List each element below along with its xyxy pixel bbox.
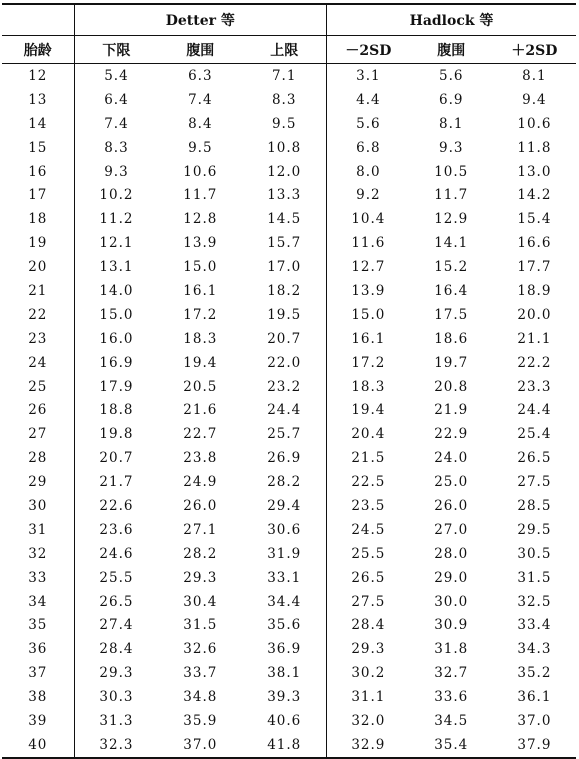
cell-hadlock-plus2sd: 37.0 (517, 712, 552, 729)
col-header-detter-upper: 上限 (242, 36, 326, 64)
cell-hadlock-plus2sd: 27.5 (517, 474, 552, 491)
cell-hadlock-ac: 12.9 (434, 211, 469, 228)
cell-gestational-age: 29 (2, 470, 74, 494)
table-row (2, 470, 576, 494)
cell-detter-upper: 41.8 (242, 733, 326, 758)
cell-hadlock-plus2sd: 36.1 (517, 689, 552, 706)
cell-detter-ac: 29.3 (183, 569, 218, 586)
cell-detter-lower: 14.0 (99, 282, 134, 299)
table-row (2, 279, 576, 303)
cell-hadlock-plus2sd: 25.4 (517, 426, 552, 443)
cell-hadlock-plus2sd: 9.4 (522, 91, 547, 108)
cell-detter-lower: 28.4 (99, 641, 134, 658)
cell-gestational-age: 20 (2, 255, 74, 279)
cell-detter-lower: 11.2 (99, 211, 134, 228)
cell-hadlock-minus2sd: 22.5 (351, 474, 386, 491)
cell-detter-ac: 23.8 (183, 450, 218, 467)
cell-detter-lower: 27.4 (99, 617, 134, 634)
cell-hadlock-plus2sd: 29.5 (517, 521, 552, 538)
cell-hadlock-ac: 32.7 (434, 665, 469, 682)
cell-detter-upper: 22.0 (242, 351, 326, 375)
cell-gestational-age: 34 (2, 590, 74, 614)
cell-detter-upper: 23.2 (242, 375, 326, 399)
col-header-hadlock-minus2sd: －2SD (327, 36, 410, 64)
table-row (2, 733, 576, 758)
cell-detter-ac: 12.8 (183, 211, 218, 228)
cell-gestational-age: 13 (2, 88, 74, 112)
cell-detter-upper: 34.4 (242, 590, 326, 614)
cell-gestational-age: 37 (2, 661, 74, 685)
cell-detter-upper: 18.2 (242, 279, 326, 303)
cell-hadlock-minus2sd: 12.7 (351, 259, 386, 276)
table-row (2, 303, 576, 327)
cell-gestational-age: 21 (2, 279, 74, 303)
cell-gestational-age: 18 (2, 207, 74, 231)
cell-hadlock-ac: 31.8 (434, 641, 469, 658)
cell-hadlock-plus2sd: 20.0 (517, 306, 552, 323)
cell-detter-lower: 26.5 (99, 593, 134, 610)
table-body (2, 64, 576, 758)
cell-hadlock-plus2sd: 11.8 (517, 139, 552, 156)
cell-detter-lower: 17.9 (99, 378, 134, 395)
table-row (2, 613, 576, 637)
cell-detter-ac: 10.6 (183, 163, 218, 180)
cell-detter-ac: 13.9 (183, 235, 218, 252)
cell-gestational-age: 31 (2, 518, 74, 542)
cell-detter-lower: 9.3 (104, 163, 129, 180)
cell-gestational-age: 12 (2, 64, 74, 88)
cell-hadlock-minus2sd: 24.5 (351, 521, 386, 538)
cell-detter-upper: 8.3 (242, 88, 326, 112)
cell-hadlock-minus2sd: 23.5 (351, 497, 386, 514)
cell-hadlock-plus2sd: 15.4 (517, 211, 552, 228)
cell-detter-lower: 6.4 (104, 91, 129, 108)
cell-detter-lower: 16.0 (99, 330, 134, 347)
cell-gestational-age: 35 (2, 613, 74, 637)
table-row (2, 112, 576, 136)
cell-hadlock-minus2sd: 26.5 (351, 569, 386, 586)
cell-detter-lower: 19.8 (99, 426, 134, 443)
cell-detter-upper: 29.4 (242, 494, 326, 518)
table-row (2, 375, 576, 399)
cell-hadlock-ac: 9.3 (438, 139, 464, 156)
cell-detter-ac: 37.0 (158, 733, 242, 758)
cell-hadlock-ac: 5.6 (438, 67, 464, 84)
cell-hadlock-ac: 11.7 (434, 187, 469, 204)
cell-detter-upper: 35.6 (242, 613, 326, 637)
table-row (2, 64, 576, 88)
cell-hadlock-minus2sd: 8.0 (356, 163, 381, 180)
cell-gestational-age: 27 (2, 422, 74, 446)
cell-gestational-age: 32 (2, 542, 74, 566)
cell-detter-lower: 22.6 (99, 497, 134, 514)
cell-hadlock-ac: 35.4 (410, 733, 493, 758)
cell-hadlock-minus2sd: 32.0 (351, 712, 386, 729)
cell-hadlock-ac: 30.0 (434, 593, 469, 610)
cell-detter-ac: 11.7 (183, 187, 218, 204)
cell-detter-upper: 9.5 (242, 112, 326, 136)
cell-hadlock-ac: 25.0 (434, 474, 469, 491)
cell-detter-ac: 27.1 (183, 521, 218, 538)
cell-hadlock-ac: 14.1 (434, 235, 469, 252)
col-header-detter-ac: 腹围 (158, 36, 242, 64)
cell-hadlock-plus2sd: 8.1 (522, 67, 547, 84)
cell-hadlock-ac: 29.0 (434, 569, 469, 586)
cell-hadlock-minus2sd: 19.4 (351, 402, 386, 419)
cell-detter-ac: 17.2 (183, 306, 218, 323)
group-header-detter: Detter 等 (74, 4, 326, 36)
cell-detter-ac: 21.6 (183, 402, 218, 419)
cell-detter-lower: 29.3 (99, 665, 134, 682)
cell-detter-lower: 32.3 (74, 733, 158, 758)
abdominal-circumference-table (2, 3, 576, 759)
table-row (2, 566, 576, 590)
column-header-row (2, 36, 576, 64)
cell-detter-ac: 28.2 (183, 545, 218, 562)
cell-hadlock-ac: 24.0 (434, 450, 469, 467)
cell-hadlock-ac: 27.0 (434, 521, 469, 538)
cell-hadlock-ac: 16.4 (434, 282, 469, 299)
cell-detter-upper: 30.6 (242, 518, 326, 542)
cell-detter-upper: 25.7 (242, 422, 326, 446)
cell-hadlock-minus2sd: 4.4 (356, 91, 381, 108)
cell-detter-lower: 12.1 (99, 235, 134, 252)
cell-hadlock-minus2sd: 30.2 (351, 665, 386, 682)
cell-detter-ac: 20.5 (183, 378, 218, 395)
cell-detter-lower: 31.3 (99, 712, 134, 729)
table-row (2, 518, 576, 542)
cell-detter-ac: 16.1 (183, 282, 218, 299)
cell-detter-upper: 20.7 (242, 327, 326, 351)
cell-detter-ac: 34.8 (183, 689, 218, 706)
cell-detter-ac: 8.4 (188, 115, 213, 132)
col-header-detter-lower: 下限 (74, 36, 158, 64)
cell-gestational-age: 38 (2, 685, 74, 709)
cell-hadlock-minus2sd: 18.3 (351, 378, 386, 395)
cell-gestational-age: 39 (2, 709, 74, 733)
cell-detter-upper: 12.0 (242, 160, 326, 184)
table-row (2, 398, 576, 422)
group-header-hadlock: Hadlock 等 (327, 4, 576, 36)
cell-hadlock-minus2sd: 15.0 (351, 306, 386, 323)
cell-hadlock-minus2sd: 11.6 (351, 235, 386, 252)
table-row (2, 661, 576, 685)
cell-detter-lower: 18.8 (99, 402, 134, 419)
cell-hadlock-ac: 19.7 (434, 354, 469, 371)
cell-detter-ac: 33.7 (183, 665, 218, 682)
cell-hadlock-ac: 34.5 (434, 712, 469, 729)
cell-hadlock-ac: 6.9 (438, 91, 464, 108)
cell-hadlock-plus2sd: 33.4 (517, 617, 552, 634)
table-row (2, 183, 576, 207)
cell-detter-upper: 38.1 (242, 661, 326, 685)
cell-hadlock-ac: 17.5 (434, 306, 469, 323)
cell-hadlock-plus2sd: 34.3 (517, 641, 552, 658)
cell-gestational-age: 26 (2, 398, 74, 422)
cell-detter-lower: 10.2 (99, 187, 134, 204)
cell-detter-ac: 35.9 (183, 712, 218, 729)
cell-gestational-age: 17 (2, 183, 74, 207)
cell-detter-ac: 15.0 (183, 259, 218, 276)
cell-hadlock-minus2sd: 16.1 (351, 330, 386, 347)
table-row (2, 542, 576, 566)
cell-hadlock-minus2sd: 13.9 (351, 282, 386, 299)
cell-hadlock-plus2sd: 13.0 (517, 163, 552, 180)
cell-detter-upper: 7.1 (242, 64, 326, 88)
cell-gestational-age: 24 (2, 351, 74, 375)
cell-detter-upper: 39.3 (242, 685, 326, 709)
table-row (2, 446, 576, 470)
table-row (2, 422, 576, 446)
cell-hadlock-plus2sd: 32.5 (517, 593, 552, 610)
cell-hadlock-plus2sd: 10.6 (517, 115, 552, 132)
table-row (2, 231, 576, 255)
cell-detter-lower: 25.5 (99, 569, 134, 586)
cell-hadlock-minus2sd: 3.1 (356, 67, 381, 84)
table-row (2, 351, 576, 375)
cell-hadlock-minus2sd: 25.5 (351, 545, 386, 562)
cell-hadlock-minus2sd: 10.4 (351, 211, 386, 228)
cell-detter-lower: 15.0 (99, 306, 134, 323)
cell-hadlock-ac: 20.8 (434, 378, 469, 395)
cell-detter-upper: 13.3 (242, 183, 326, 207)
cell-gestational-age: 28 (2, 446, 74, 470)
table-row (2, 255, 576, 279)
cell-detter-ac: 9.5 (188, 139, 213, 156)
cell-detter-lower: 16.9 (99, 354, 134, 371)
cell-detter-ac: 22.7 (183, 426, 218, 443)
cell-detter-lower: 24.6 (99, 545, 134, 562)
cell-detter-upper: 31.9 (242, 542, 326, 566)
cell-detter-lower: 23.6 (99, 521, 134, 538)
cell-hadlock-plus2sd: 21.1 (517, 330, 552, 347)
table-row (2, 160, 576, 184)
cell-detter-ac: 6.3 (188, 67, 213, 84)
cell-detter-lower: 7.4 (104, 115, 129, 132)
table-row (2, 136, 576, 160)
cell-hadlock-ac: 22.9 (434, 426, 469, 443)
cell-hadlock-plus2sd: 16.6 (517, 235, 552, 252)
table-row (2, 685, 576, 709)
cell-detter-upper: 17.0 (242, 255, 326, 279)
cell-detter-lower: 21.7 (99, 474, 134, 491)
cell-detter-ac: 18.3 (183, 330, 218, 347)
cell-hadlock-minus2sd: 9.2 (356, 187, 381, 204)
table-row (2, 637, 576, 661)
cell-detter-ac: 7.4 (188, 91, 213, 108)
cell-gestational-age: 25 (2, 375, 74, 399)
cell-gestational-age: 19 (2, 231, 74, 255)
cell-detter-upper: 26.9 (242, 446, 326, 470)
cell-hadlock-ac: 26.0 (434, 497, 469, 514)
cell-hadlock-plus2sd: 37.9 (493, 733, 576, 758)
cell-hadlock-ac: 33.6 (434, 689, 469, 706)
table-row (2, 88, 576, 112)
cell-detter-upper: 28.2 (242, 470, 326, 494)
cell-hadlock-plus2sd: 23.3 (517, 378, 552, 395)
cell-detter-ac: 24.9 (183, 474, 218, 491)
table-row (2, 494, 576, 518)
cell-hadlock-plus2sd: 24.4 (517, 402, 552, 419)
cell-hadlock-ac: 15.2 (434, 259, 469, 276)
cell-hadlock-plus2sd: 22.2 (517, 354, 552, 371)
cell-gestational-age: 23 (2, 327, 74, 351)
cell-hadlock-minus2sd: 17.2 (351, 354, 386, 371)
cell-detter-ac: 19.4 (183, 354, 218, 371)
cell-gestational-age: 16 (2, 160, 74, 184)
col-header-hadlock-plus2sd: ＋2SD (493, 36, 576, 64)
cell-detter-ac: 30.4 (183, 593, 218, 610)
cell-gestational-age: 30 (2, 494, 74, 518)
cell-detter-upper: 15.7 (242, 231, 326, 255)
cell-hadlock-ac: 28.0 (434, 545, 469, 562)
cell-gestational-age: 33 (2, 566, 74, 590)
cell-hadlock-minus2sd: 5.6 (356, 115, 381, 132)
cell-hadlock-ac: 8.1 (438, 115, 464, 132)
cell-hadlock-plus2sd: 17.7 (517, 259, 552, 276)
cell-hadlock-plus2sd: 26.5 (517, 450, 552, 467)
cell-hadlock-plus2sd: 30.5 (517, 545, 552, 562)
table-row (2, 207, 576, 231)
cell-detter-lower: 8.3 (104, 139, 129, 156)
table-row (2, 327, 576, 351)
cell-hadlock-minus2sd: 32.9 (327, 733, 410, 758)
cell-gestational-age: 40 (2, 733, 74, 758)
cell-gestational-age: 22 (2, 303, 74, 327)
cell-hadlock-plus2sd: 28.5 (517, 497, 552, 514)
cell-detter-lower: 20.7 (99, 450, 134, 467)
cell-detter-upper: 33.1 (242, 566, 326, 590)
col-header-gestational-age: 胎龄 (2, 36, 74, 64)
cell-detter-upper: 19.5 (242, 303, 326, 327)
cell-hadlock-minus2sd: 28.4 (351, 617, 386, 634)
cell-hadlock-ac: 30.9 (434, 617, 469, 634)
cell-hadlock-minus2sd: 20.4 (351, 426, 386, 443)
cell-detter-upper: 36.9 (242, 637, 326, 661)
cell-detter-ac: 26.0 (183, 497, 218, 514)
cell-detter-upper: 24.4 (242, 398, 326, 422)
cell-detter-upper: 10.8 (242, 136, 326, 160)
cell-gestational-age: 15 (2, 136, 74, 160)
cell-detter-lower: 5.4 (104, 67, 129, 84)
cell-detter-lower: 13.1 (99, 259, 134, 276)
cell-hadlock-ac: 21.9 (434, 402, 469, 419)
cell-hadlock-plus2sd: 31.5 (517, 569, 552, 586)
cell-hadlock-ac: 10.5 (434, 163, 469, 180)
cell-hadlock-minus2sd: 29.3 (351, 641, 386, 658)
cell-hadlock-plus2sd: 18.9 (517, 282, 552, 299)
group-header-empty (2, 4, 74, 36)
cell-hadlock-plus2sd: 14.2 (517, 187, 552, 204)
col-header-hadlock-ac: 腹围 (410, 36, 493, 64)
cell-detter-upper: 40.6 (242, 709, 326, 733)
cell-hadlock-minus2sd: 21.5 (351, 450, 386, 467)
cell-hadlock-ac: 18.6 (434, 330, 469, 347)
cell-detter-lower: 30.3 (99, 689, 134, 706)
cell-detter-ac: 31.5 (183, 617, 218, 634)
table-row (2, 709, 576, 733)
cell-detter-upper: 14.5 (242, 207, 326, 231)
cell-detter-ac: 32.6 (183, 641, 218, 658)
table-row (2, 590, 576, 614)
cell-hadlock-minus2sd: 27.5 (351, 593, 386, 610)
cell-gestational-age: 14 (2, 112, 74, 136)
cell-hadlock-plus2sd: 35.2 (517, 665, 552, 682)
cell-hadlock-minus2sd: 31.1 (351, 689, 386, 706)
group-header-row (2, 4, 576, 36)
cell-hadlock-minus2sd: 6.8 (356, 139, 381, 156)
cell-gestational-age: 36 (2, 637, 74, 661)
